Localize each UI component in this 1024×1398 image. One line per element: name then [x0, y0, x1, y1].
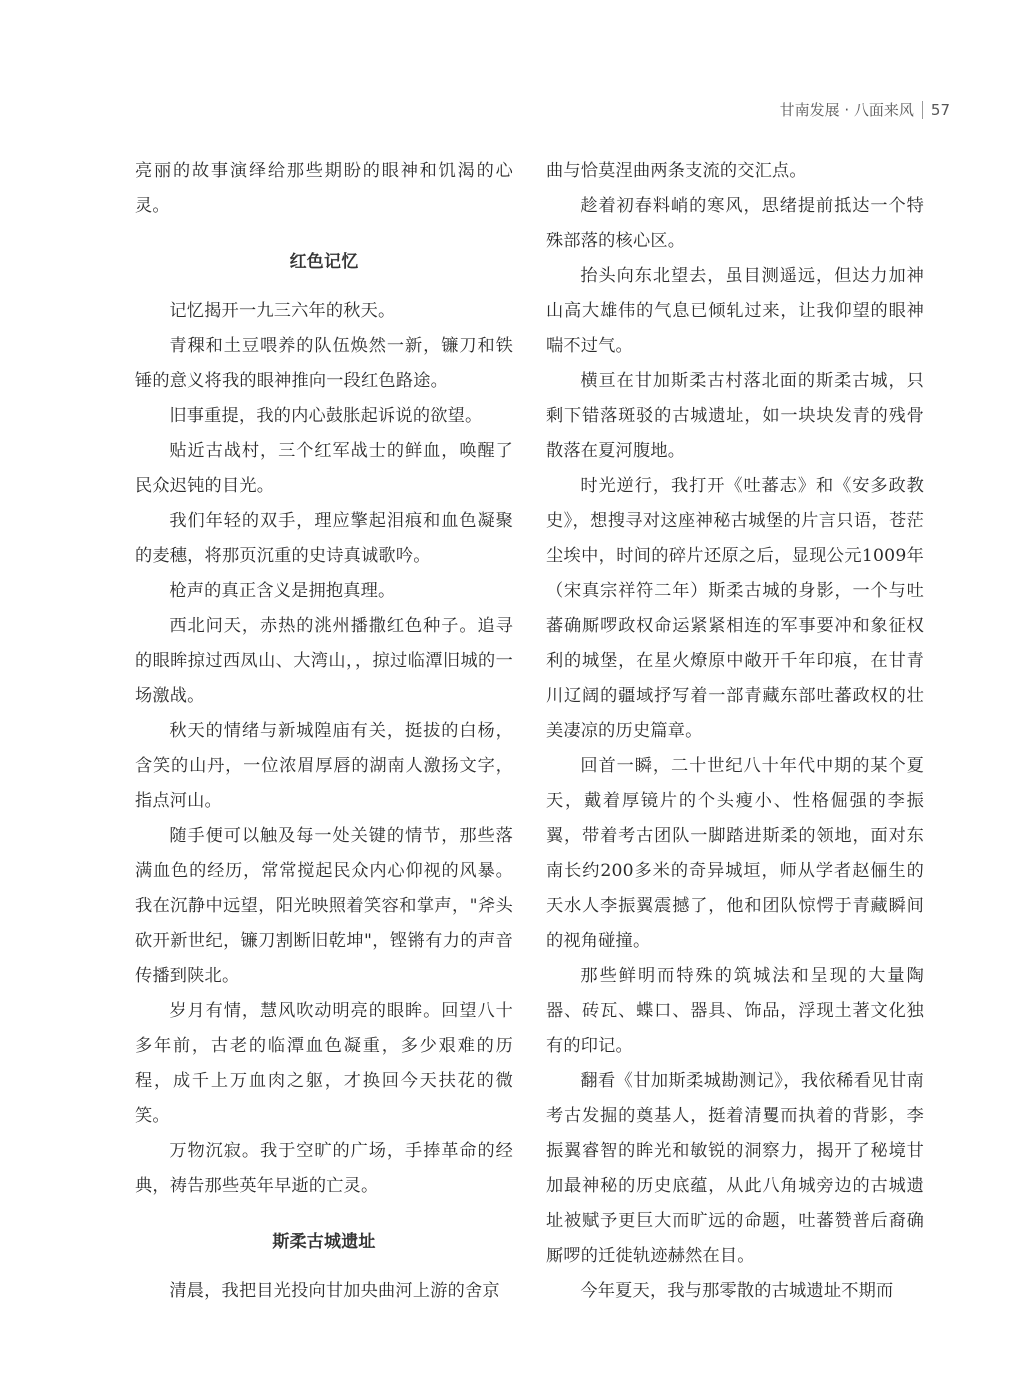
paragraph: 时光逆行，我打开《吐蕃志》和《安多政教史》，想搜寻对这座神秘古城堡的片言只语，苍茫尘埃中，时间的碎片还原之后，显现公元1009年（宋真宗祥符二年）斯柔古城的身影，一个与吐蕃确厮啰政权命运紧紧相连的军事要冲和象征权利的城堡，在星火燎原中敞开千年印痕，在甘青川辽阔的疆域抒写着一部青藏东部吐蕃政权的壮美凄凉的历史篇章。 [546, 476, 924, 741]
running-header [780, 99, 950, 120]
paragraph: 随手便可以触及每一处关键的情节，那些落满血色的经历，常常搅起民众内心仰视的风暴。我在沉静中远望，阳光映照着笑容和掌声，"斧头砍开新世纪，镰刀割断旧乾坤"，铿锵有力的声音传播到陕北。 [135, 826, 513, 986]
paragraph: 今年夏天，我与那零散的古城遗址不期而 [580, 1281, 894, 1301]
paragraph: 翻看《甘加斯柔城勘测记》，我依稀看见甘南考古发掘的奠基人，挺着清矍而执着的背影，李振翼睿智的眸光和敏锐的洞察力，揭开了秘境甘加最神秘的历史底蕴，从此八角城旁边的古城遗址被赋予更巨大而旷远的命题，吐蕃赞普后裔确厮啰的迁徙轨迹赫然在目。 [546, 1071, 924, 1266]
paragraph: 秋天的情绪与新城隍庙有关，挺拔的白杨，含笑的山丹，一位浓眉厚唇的湖南人激扬文字，指点河山。 [135, 721, 513, 811]
paragraph: 清晨，我把目光投向甘加央曲河上游的舍京 [169, 1281, 500, 1301]
paragraph: 旧事重提，我的内心鼓胀起诉说的欲望。 [169, 406, 483, 426]
header-title: 甘南发展 · 八面来风 [779, 101, 914, 119]
paragraph: 青稞和土豆喂养的队伍焕然一新，镰刀和铁锤的意义将我的眼神推向一段红色路途。 [135, 336, 513, 391]
paragraph: 亮丽的故事演绎给那些期盼的眼神和饥渴的心灵。 [135, 161, 513, 216]
paragraph: 抬头向东北望去，虽目测遥远，但达力加神山高大雄伟的气息已倾轧过来，让我仰望的眼神喘不过气。 [546, 266, 924, 356]
page-number: 57 [930, 100, 950, 119]
right-column [546, 154, 924, 1309]
paragraph: 横亘在甘加斯柔古村落北面的斯柔古城，只剩下错落斑驳的古城遗址，如一块块发青的残骨散落在夏河腹地。 [546, 371, 924, 461]
left-column [135, 154, 513, 1309]
paragraph: 那些鲜明而特殊的筑城法和呈现的大量陶器、砖瓦、蝶口、器具、饰品，浮现土著文化独有的印记。 [546, 966, 924, 1056]
paragraph: 记忆揭开一九三六年的秋天。 [169, 301, 396, 321]
paragraph: 曲与恰莫涅曲两条支流的交汇点。 [546, 161, 807, 181]
paragraph: 贴近古战村，三个红军战士的鲜血，唤醒了民众迟钝的目光。 [135, 441, 513, 496]
section-heading-red-memory: 红色记忆 [289, 252, 359, 272]
paragraph: 我们年轻的双手，理应擎起泪痕和血色凝聚的麦穗，将那页沉重的史诗真诚歌吟。 [135, 511, 513, 566]
paragraph: 岁月有情，慧风吹动明亮的眼眸。回望八十多年前，古老的临潭血色凝重，多少艰难的历程，成千上万血肉之躯，才换回今天扶花的微笑。 [135, 1001, 513, 1126]
paragraph: 回首一瞬，二十世纪八十年代中期的某个夏天，戴着厚镜片的个头瘦小、性格倔强的李振翼，带着考古团队一脚踏进斯柔的领地，面对东南长约200多米的奇异城垣，师从学者赵俪生的天水人李振翼震撼了，他和团队惊愕于青藏瞬间的视角碰撞。 [546, 756, 924, 951]
paragraph: 万物沉寂。我于空旷的广场，手捧革命的经典，祷告那些英年早逝的亡灵。 [135, 1141, 513, 1196]
paragraph: 趁着初春料峭的寒风，思绪提前抵达一个特殊部落的核心区。 [546, 196, 924, 251]
header-divider [922, 101, 923, 119]
paragraph: 枪声的真正含义是拥抱真理。 [169, 581, 396, 601]
paragraph: 西北问天，赤热的洮州播撒红色种子。追寻的眼眸掠过西凤山、大湾山，，掠过临潭旧城的一场激战。 [135, 616, 513, 706]
section-heading-sirou-ruins: 斯柔古城遗址 [272, 1232, 376, 1252]
